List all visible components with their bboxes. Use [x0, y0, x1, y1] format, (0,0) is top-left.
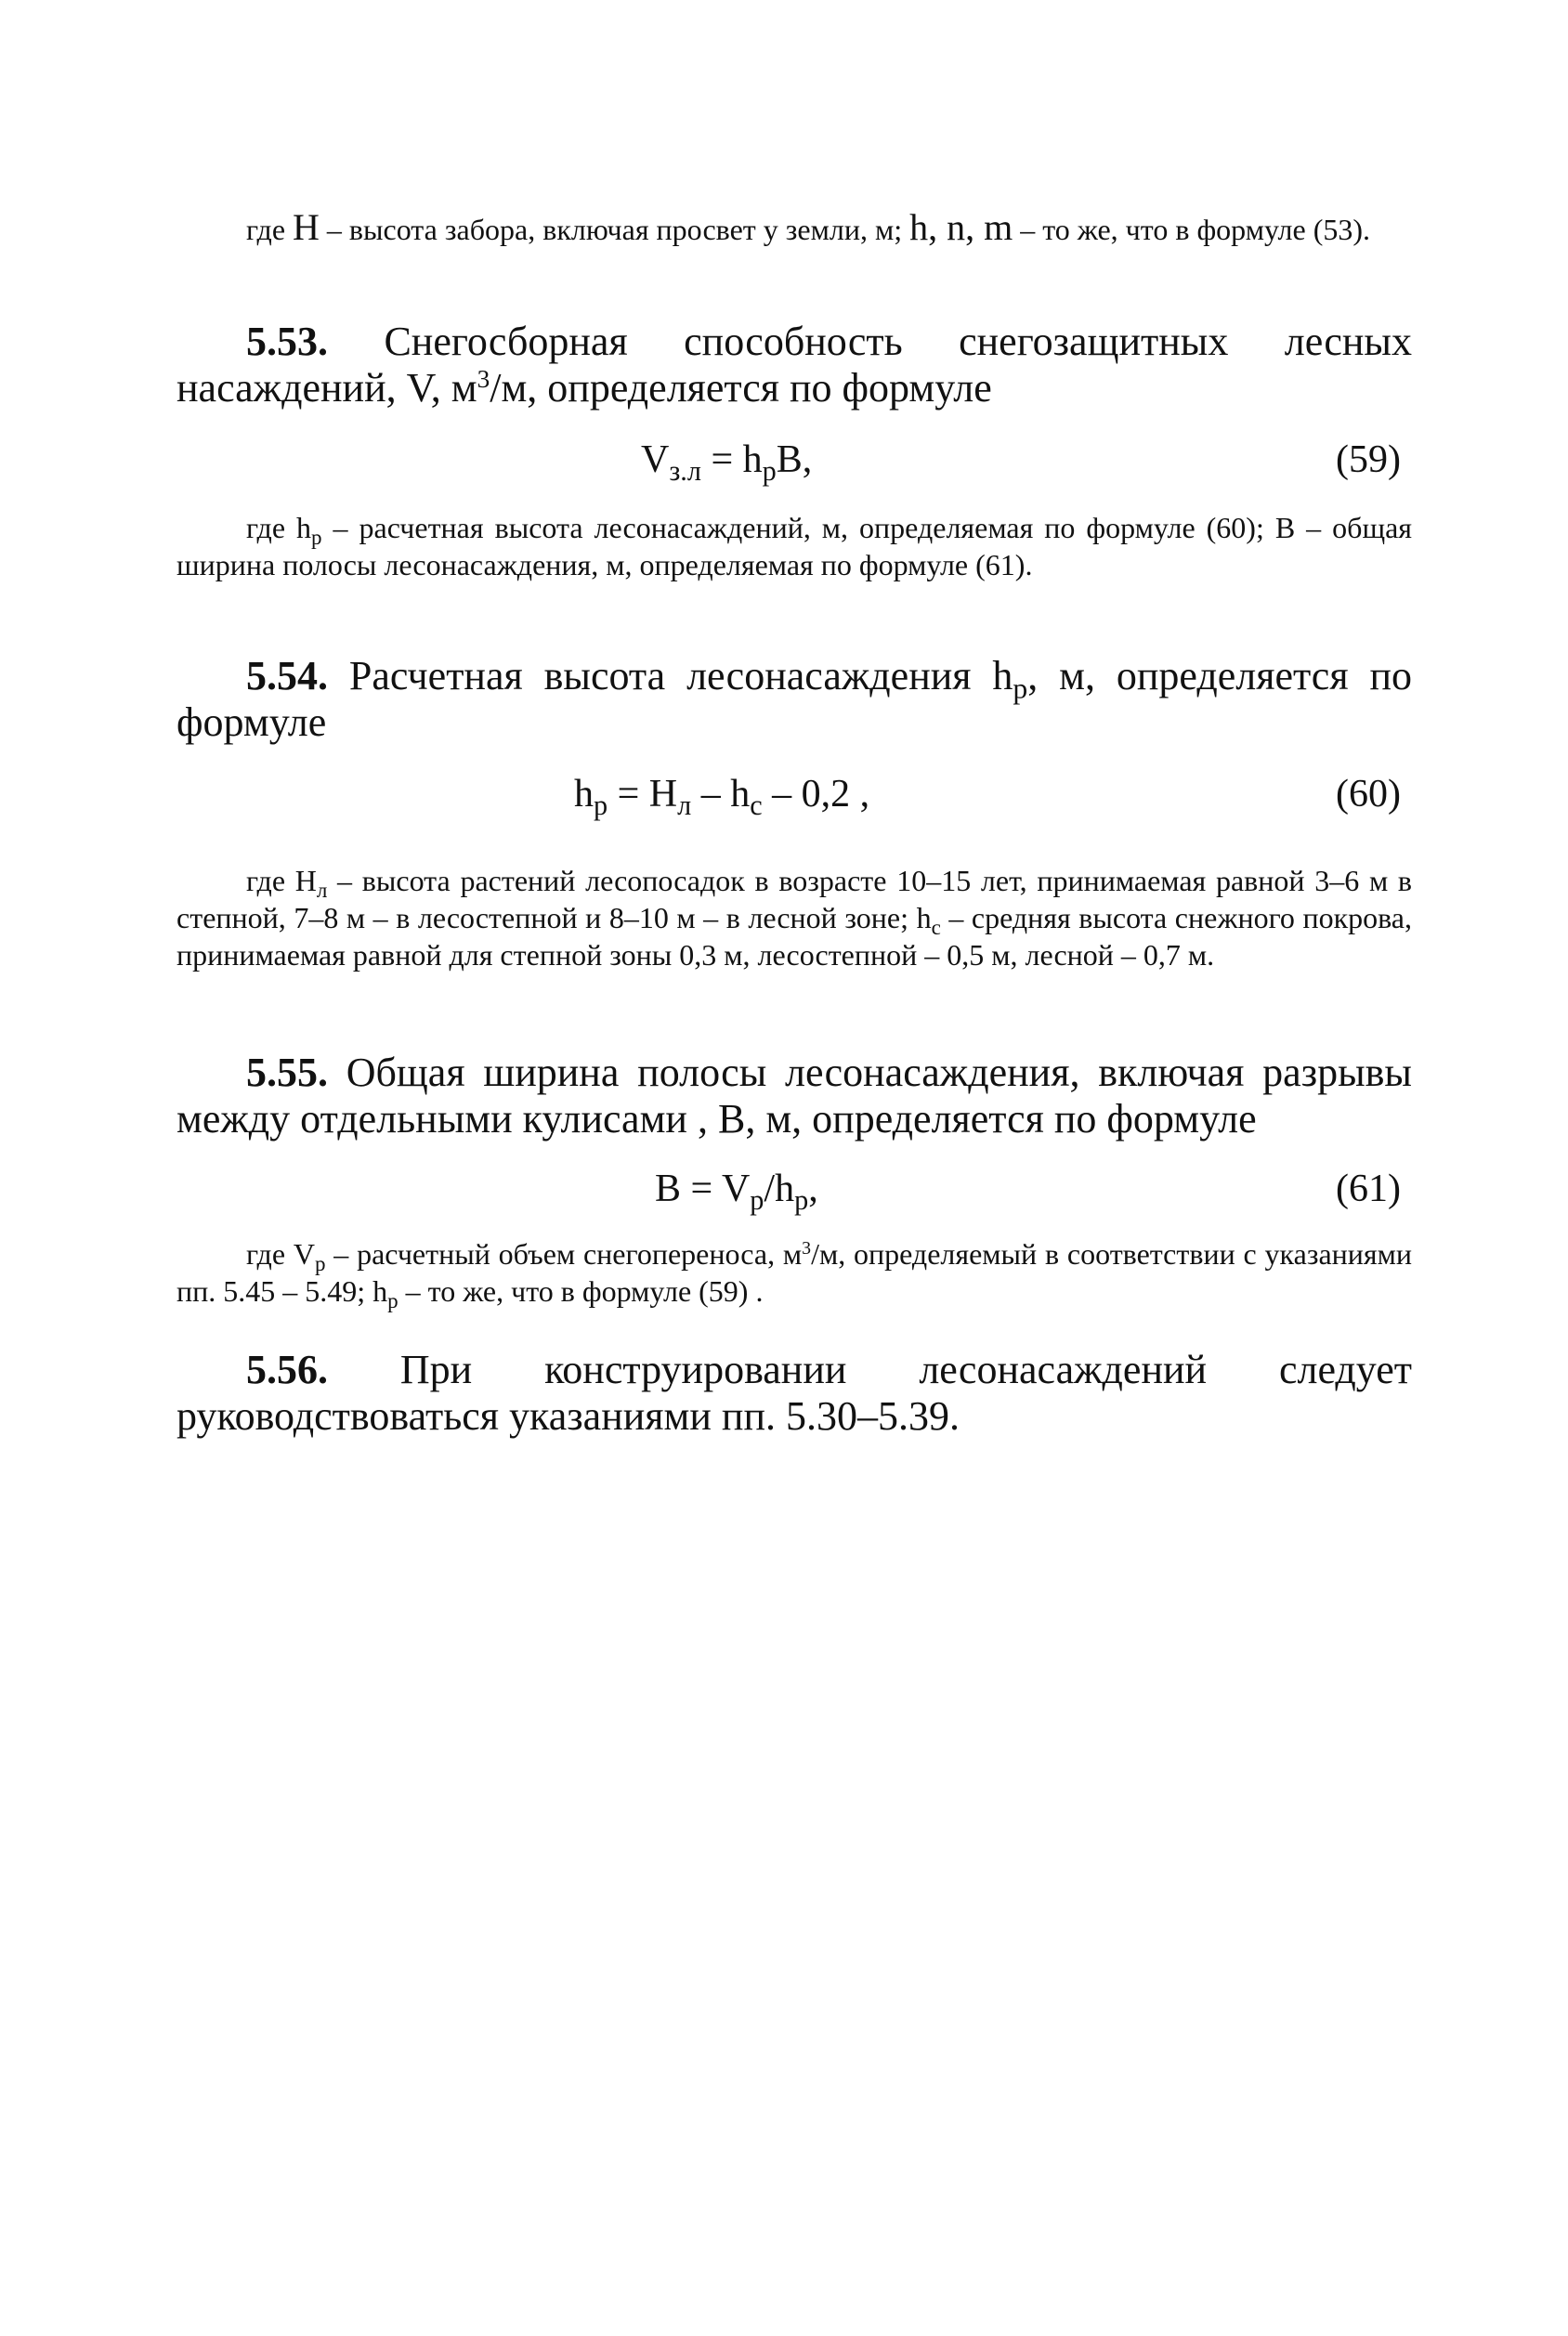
text: – высота растений лесопосадок в возрасте 10–15 лет, принимаемая равной 3–6 м в степной, 7–8 м – в лесостепной и 8–10 м – в лесной зоне; h [176, 864, 1413, 934]
formula-60 [574, 771, 870, 822]
text: – то же, что в формуле (53). [1013, 213, 1371, 246]
text: /м, определяемый в соответствии с указаниями пп. 5.45 – 5.49; h [176, 1237, 1413, 1308]
text: Снегосборная способность снегозащитных лесных насаждений, V, м [176, 319, 1412, 411]
text: = H [608, 773, 678, 816]
text: B = V [655, 1168, 751, 1210]
text: где [246, 213, 294, 246]
text: где h [246, 511, 312, 544]
subscript: p [311, 524, 322, 549]
section-5-53 [176, 319, 1412, 411]
section-number: 5.54. [246, 653, 328, 698]
subscript: p [314, 1250, 326, 1275]
text: V [641, 438, 670, 481]
text: Расчетная высота лесонасаждения h [328, 653, 1013, 698]
text: где V [246, 1237, 315, 1271]
formula-59 [641, 437, 813, 488]
text: – расчетный объем снегопереноса, м [325, 1237, 803, 1271]
equation-number-60: (60) [1336, 773, 1401, 816]
subscript: л [677, 790, 692, 822]
subscript: p [762, 455, 777, 488]
text: Общая ширина полосы лесонасаждения, включая разрывы между отдельными кулисами , B, м, определяется по формуле [176, 1050, 1412, 1142]
subscript: c [931, 914, 941, 939]
text: , [808, 1168, 818, 1210]
text: где H [246, 864, 317, 897]
text: – средняя высота снежного покрова, принимаемая равной для степной зоны 0,3 м, лесостепной – 0,5 м, лесной – 0,7 м. [176, 901, 1413, 972]
paragraph-61-definitions [176, 1235, 1412, 1310]
text: При конструировании лесонасаждений следует руководствоваться указаниями пп. 5.30–5.39. [176, 1347, 1412, 1439]
text: – h [691, 773, 751, 816]
text: h [574, 773, 594, 816]
text: /м, определяется по формуле [490, 365, 992, 411]
exponent: 3 [477, 365, 490, 393]
var-H: H [293, 206, 320, 248]
equation-number-59: (59) [1336, 438, 1401, 481]
paragraph-60-definitions [176, 862, 1412, 973]
section-5-54 [176, 653, 1412, 746]
section-5-56 [176, 1347, 1412, 1440]
text: – расчетная высота лесонасаждений, м, определяемая по формуле (60); B – общая ширина полосы лесонасаждения, м, определяемая по формуле (61). [176, 511, 1413, 581]
subscript: p [750, 1184, 764, 1217]
section-number: 5.56. [246, 1347, 328, 1392]
text: = h [700, 438, 763, 481]
exponent: 3 [802, 1238, 812, 1259]
subscript: p [594, 790, 608, 822]
subscript: з.л [669, 455, 701, 488]
text: – то же, что в формуле (59) . [398, 1274, 764, 1308]
subscript: p [1013, 672, 1028, 705]
paragraph-fence-height-note [176, 206, 1412, 248]
vars-hnm: h, n, m [909, 206, 1013, 248]
text: B, [776, 438, 813, 481]
text: – высота забора, включая просвет у земли, м; [319, 213, 910, 246]
subscript: p [387, 1287, 399, 1312]
section-number: 5.53. [246, 319, 328, 364]
formula-61 [655, 1166, 818, 1217]
subscript: c [750, 790, 763, 822]
subscript: л [316, 877, 328, 902]
text: , м, определяется по формуле [176, 653, 1412, 745]
text: – 0,2 , [762, 773, 870, 816]
equation-number-61: (61) [1336, 1168, 1401, 1210]
text: /h [764, 1168, 795, 1210]
section-5-55 [176, 1050, 1412, 1142]
section-number: 5.55. [246, 1050, 328, 1095]
subscript: p [794, 1184, 809, 1217]
paragraph-59-definitions [176, 509, 1412, 583]
